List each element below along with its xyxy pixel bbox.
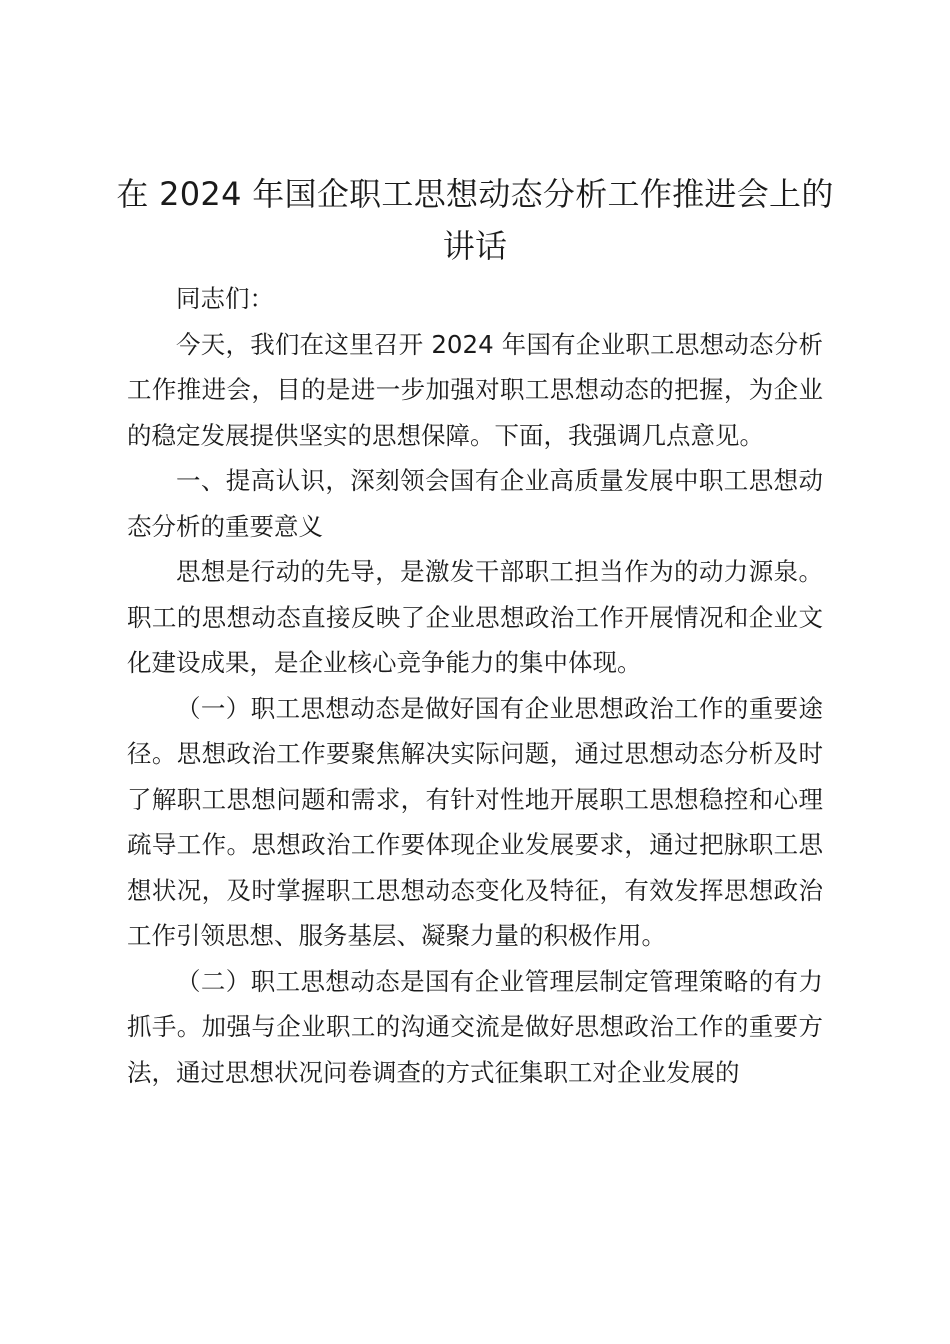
- intro-paragraph: 今天，我们在这里召开 2024 年国有企业职工思想动态分析工作推进会，目的是进一步加强对职工思想动态的把握，为企业的稳定发展提供坚实的思想保障。下面，我强调几点意见。: [127, 329, 823, 450]
- section-heading-1: 一、提高认识，深刻领会国有企业高质量发展中职工思想动态分析的重要意义: [127, 466, 823, 541]
- document-title: 在 2024 年国企职工思想动态分析工作推进会上的讲话: [116, 175, 834, 265]
- body-paragraph: （一）职工思想动态是做好国有企业思想政治工作的重要途径。思想政治工作要聚焦解决实际问题，通过思想动态分析及时了解职工思想问题和需求，有针对性地开展职工思想稳控和心理疏导工作。思想政治工作要体现企业发展要求，通过把脉职工思想状况，及时掌握职工思想动态变化及特征，有效发挥思想政治工作引领思想、服务基层、凝聚力量的积极作用。: [127, 693, 823, 950]
- salutation: 同志们：: [176, 284, 274, 313]
- document-body: [116, 168, 834, 1095]
- body-paragraph: （二）职工思想动态是国有企业管理层制定管理策略的有力抓手。加强与企业职工的沟通交流是做好思想政治工作的重要方法，通过思想状况问卷调查的方式征集职工对企业发展的: [127, 966, 823, 1087]
- body-paragraph: 思想是行动的先导，是激发干部职工担当作为的动力源泉。职工的思想动态直接反映了企业思想政治工作开展情况和企业文化建设成果，是企业核心竞争能力的集中体现。: [127, 557, 823, 677]
